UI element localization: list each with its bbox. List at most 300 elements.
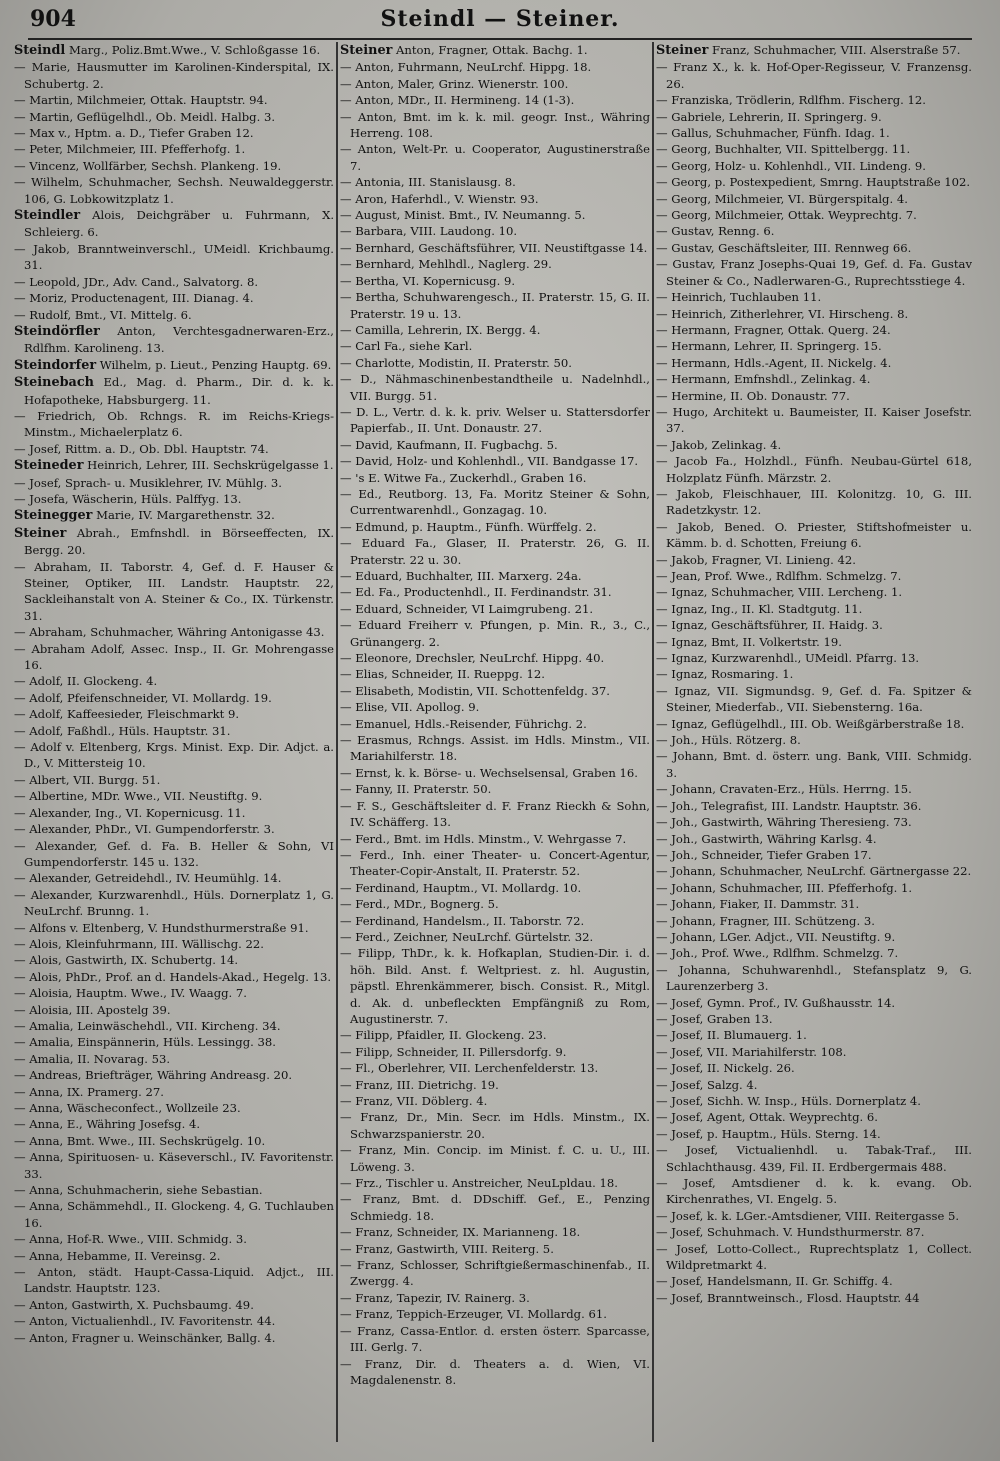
- directory-entry: [14, 788, 334, 804]
- directory-entry: [656, 1044, 972, 1060]
- directory-entry: [14, 887, 334, 920]
- directory-entry: [340, 880, 650, 896]
- directory-entry: [656, 962, 972, 995]
- directory-entry: [340, 929, 650, 945]
- entry-text: — Ed. Fa., Productenhdl., II. Ferdinandstr. 31.: [340, 585, 612, 600]
- directory-entry: [14, 723, 334, 739]
- directory-entry: [656, 995, 972, 1011]
- directory-entry: [14, 1313, 334, 1329]
- directory-entry: [656, 191, 972, 207]
- entry-surname: Steiner: [656, 43, 709, 58]
- directory-entry: [656, 945, 972, 961]
- entry-text: Anton, Verchtesgadnerwaren-Erz., Rdlfhm. Karolineng. 13.: [24, 323, 334, 356]
- entry-text: — Eduard, Buchhalter, III. Marxerg. 24a.: [340, 569, 582, 583]
- directory-entry: [340, 798, 650, 831]
- directory-entry: [340, 174, 650, 190]
- entry-text: — Joh., Hüls. Rötzerg. 8.: [656, 733, 801, 748]
- entry-text: — Franziska, Trödlerin, Rdlfhm. Fischerg. 12.: [656, 93, 926, 108]
- entry-text: — Heinrich, Tuchlauben 11.: [656, 290, 822, 305]
- entry-text: — Georg, Buchhalter, VII. Spittelbergg. 11.: [656, 142, 911, 157]
- entry-text: — Peter, Milchmeier, III. Pfefferhofg. 1.: [14, 142, 246, 157]
- directory-entry: [14, 1264, 334, 1297]
- running-title: Steindl — Steiner.: [380, 6, 620, 32]
- entry-text: — Jacob Fa., Holzhdl., Fünfh. Neubau-Gürtel 618, Holzplatz Fünfh. Märzstr. 2.: [656, 454, 972, 485]
- entry-text: — Anna, E., Währing Josefsg. 4.: [14, 1117, 201, 1132]
- directory-entry: [656, 338, 972, 354]
- entry-text: — Ignaz, Rosmaring. 1.: [656, 667, 794, 682]
- directory-entry: [340, 1323, 650, 1356]
- directory-entry: [340, 1044, 650, 1060]
- directory-entry: [14, 920, 334, 936]
- entry-text: — Josef, Schuhmach. V. Hundsthurmerstr. 87.: [656, 1225, 925, 1240]
- entry-text: — Jakob, Branntweinverschl., UMeidl. Krichbaumg. 31.: [14, 241, 334, 273]
- directory-entry: [14, 1330, 334, 1346]
- directory-entry: [656, 552, 972, 568]
- directory-entry: [656, 1142, 972, 1175]
- directory-entry: [656, 1175, 972, 1208]
- entry-text: — D., Nähmaschinenbestandtheile u. Nadelnhdl., VII. Burgg. 51.: [340, 372, 650, 403]
- entry-text: — Johann, Cravaten-Erz., Hüls. Herrng. 15.: [656, 782, 912, 797]
- directory-entry: [14, 290, 334, 306]
- directory-entry: [14, 125, 334, 141]
- directory-entry: [656, 207, 972, 223]
- directory-entry: [340, 42, 650, 59]
- directory-entry: [14, 870, 334, 886]
- directory-entry: [340, 831, 650, 847]
- directory-entry: [656, 240, 972, 256]
- entry-text: — Josef, Salzg. 4.: [656, 1077, 758, 1092]
- entry-text: — Albert, VII. Burgg. 51.: [14, 772, 161, 787]
- directory-entry: [340, 584, 650, 600]
- entry-text: — Franz, VII. Döblerg. 4.: [340, 1094, 488, 1108]
- directory-entry: [340, 191, 650, 207]
- entry-text: — Ferd., Inh. einer Theater- u. Concert-Agentur, Theater-Copir-Anstalt, II. Praterstr. 52.: [340, 847, 650, 879]
- directory-entry: [656, 109, 972, 125]
- directory-entry: [656, 59, 972, 92]
- entry-text: — Alexander, PhDr., VI. Gumpendorferstr. 3.: [14, 822, 275, 837]
- header-rule: [28, 38, 972, 40]
- directory-entry: [656, 666, 972, 682]
- entry-text: — Hermann, Fragner, Ottak. Querg. 24.: [656, 322, 891, 337]
- directory-entry: [14, 491, 334, 507]
- entry-text: — Johann, Schuhmacher, NeuLrchf. Gärtnergasse 22.: [656, 864, 972, 879]
- directory-entry: [340, 273, 650, 289]
- directory-entry: [656, 158, 972, 174]
- entry-text: — Amalia, II. Novarag. 53.: [14, 1051, 171, 1066]
- directory-entry: [14, 1198, 334, 1231]
- entry-text: — Franz, Teppich-Erzeuger, VI. Mollardg. 61.: [340, 1307, 607, 1322]
- directory-entry: [656, 1273, 972, 1289]
- entry-text: — Ignaz, Geschäftsführer, II. Haidg. 3.: [656, 618, 883, 633]
- entry-text: — Filipp, Schneider, II. Pillersdorfg. 9.: [340, 1044, 567, 1059]
- entry-text: — Jakob, Fleischhauer, III. Kolonitzg. 10, G. III. Radetzkystr. 12.: [656, 486, 972, 518]
- directory-entry: [340, 437, 650, 453]
- directory-entry: [340, 223, 650, 239]
- entry-text: — Albertine, MDr. Wwe., VII. Neustiftg. 9.: [14, 789, 263, 804]
- directory-entry: [14, 1297, 334, 1313]
- entry-text: — Andreas, Briefträger, Währing Andreasg. 20.: [14, 1068, 292, 1083]
- entry-text: — Ignaz, VII. Sigmundsg. 9, Gef. d. Fa. Spitzer & Steiner, Miederfab., VII. Siebensterng. 16a.: [656, 683, 972, 715]
- directory-entry: [656, 1126, 972, 1142]
- entry-surname: Steineder: [14, 458, 84, 474]
- entry-text: — Aloisia, Hauptm. Wwe., IV. Waagg. 7.: [14, 986, 247, 1001]
- entry-text: — Gustav, Renng. 6.: [656, 224, 775, 239]
- entry-text: — Josef, Victualienhdl. u. Tabak-Traf., III. Schlachthausg. 439, Fil. II. Erdbergermais 488.: [656, 1143, 972, 1174]
- directory-entry: [656, 1241, 972, 1274]
- column-3: [656, 42, 972, 1447]
- entry-text: — Georg, Milchmeier, VI. Bürgerspitalg. 4.: [656, 191, 908, 206]
- directory-entry: [656, 1027, 972, 1043]
- directory-entry: [656, 798, 972, 814]
- entry-text: — Anna, Spirituosen- u. Käseverschl., IV. Favoritenstr. 33.: [14, 1150, 334, 1181]
- entry-text: — Johanna, Schuhwarenhdl., Stefansplatz 9, G. Laurenzerberg 3.: [656, 962, 972, 994]
- entry-text: — Eduard Freiherr v. Pfungen, p. Min. R., 3., C., Grünangerg. 2.: [340, 618, 650, 649]
- entry-text: — Alexander, Getreidehdl., IV. Heumühlg. 14.: [14, 871, 282, 886]
- directory-entry: [656, 863, 972, 879]
- directory-entry: [14, 475, 334, 491]
- directory-entry: [340, 453, 650, 469]
- entry-text: — Camilla, Lehrerin, IX. Bergg. 4.: [340, 322, 541, 337]
- entry-text: Wilhelm, p. Lieut., Penzing Hauptg. 69.: [99, 357, 332, 372]
- directory-entry: [14, 1002, 334, 1018]
- entry-text: — Friedrich, Ob. Rchngs. R. im Reichs-Kriegs-Minstm., Michaelerplatz 6.: [14, 408, 334, 440]
- directory-entry: [14, 952, 334, 968]
- entry-surname: Steindorfer: [14, 357, 97, 373]
- directory-entry: [14, 1034, 334, 1050]
- entry-text: — Anna, Wäscheconfect., Wollzeile 23.: [14, 1101, 241, 1115]
- directory-entry: [656, 223, 972, 239]
- entry-text: — Elise, VII. Apollog. 9.: [340, 700, 480, 715]
- entry-surname: Steindler: [14, 208, 81, 224]
- entry-text: — Anton, Fragner u. Weinschänker, Ballg. 4.: [14, 1330, 276, 1345]
- directory-entry: [14, 408, 334, 441]
- entry-surname: Steinegger: [14, 508, 93, 524]
- directory-entry: [14, 207, 334, 241]
- entry-text: — Alois, Kleinfuhrmann, III. Wällischg. 22.: [14, 936, 264, 951]
- directory-entry: [14, 374, 334, 408]
- entry-text: — Ignaz, Schuhmacher, VIII. Lercheng. 1.: [656, 585, 903, 600]
- directory-entry: [656, 1208, 972, 1224]
- entry-text: — Josef, II. Nickelg. 26.: [656, 1061, 795, 1076]
- entry-text: — Anton, Fuhrmann, NeuLrchf. Hippg. 18.: [340, 60, 592, 75]
- directory-entry: [656, 92, 972, 108]
- directory-entry: [340, 289, 650, 322]
- entry-text: — Anton, Gastwirth, X. Puchsbaumg. 49.: [14, 1297, 254, 1312]
- entry-text: — Ferd., Bmt. im Hdls. Minstm., V. Wehrgasse 7.: [340, 831, 627, 846]
- entry-text: — Anton, Bmt. im k. k. mil. geogr. Inst., Währing Herreng. 108.: [340, 109, 650, 141]
- entry-text: — Marie, Hausmutter im Karolinen-Kinderspital, IX. Schubertg. 2.: [14, 60, 334, 91]
- directory-entry: [340, 109, 650, 142]
- directory-entry: [14, 307, 334, 323]
- entry-text: — Joh., Gastwirth, Währing Theresieng. 73.: [656, 815, 912, 830]
- entry-text: — Franz, Schlosser, Schriftgießermaschinenfab., II. Zwergg. 4.: [340, 1258, 650, 1289]
- directory-entry: [340, 765, 650, 781]
- entry-text: — Frz., Tischler u. Anstreicher, NeuLpldau. 18.: [340, 1176, 618, 1191]
- column-divider: [336, 42, 338, 1442]
- directory-entry: [656, 880, 972, 896]
- directory-entry: [14, 1116, 334, 1132]
- entry-text: — Aloisia, III. Apostelg 39.: [14, 1002, 171, 1017]
- entry-text: — Barbara, VIII. Laudong. 10.: [340, 224, 518, 239]
- entry-text: — Vincenz, Wollfärber, Sechsh. Plankeng. 19.: [14, 158, 282, 173]
- entry-text: — Erasmus, Rchngs. Assist. im Hdls. Minstm., VII. Mariahilferstr. 18.: [340, 733, 650, 764]
- entry-text: — Joh., Prof. Wwe., Rdlfhm. Schmelzg. 7.: [656, 946, 899, 961]
- directory-entry: [14, 624, 334, 640]
- entry-text: — Ignaz, Kurzwarenhdl., UMeidl. Pfarrg. 13.: [656, 651, 920, 666]
- entry-text: — Josef, k. k. LGer.-Amtsdiener, VIII. Reitergasse 5.: [656, 1208, 960, 1223]
- entry-text: — Josef, Handelsmann, II. Gr. Schiffg. 4.: [656, 1274, 893, 1289]
- entry-text: — Ferd., MDr., Bognerg. 5.: [340, 897, 499, 912]
- directory-entry: [14, 323, 334, 357]
- entry-text: — Abraham, II. Taborstr. 4, Gef. d. F. Hauser & Steiner, Optiker, III. Landstr. Hauptstr. 22, Sackleihanstalt von A. Steiner & Co., IX. Türkenstr. 31.: [14, 559, 334, 623]
- entry-surname: Steiner: [340, 43, 393, 58]
- directory-entry: [656, 683, 972, 716]
- directory-entry: [340, 486, 650, 519]
- directory-entry: [656, 322, 972, 338]
- entry-text: — Adolf, Pfeifenschneider, VI. Mollardg. 19.: [14, 690, 272, 705]
- directory-entry: [340, 1093, 650, 1109]
- entry-text: — Anna, Schuhmacherin, siehe Sebastian.: [14, 1183, 263, 1198]
- entry-text: — Filipp, ThDr., k. k. Hofkaplan, Studien-Dir. i. d. höh. Bild. Anst. f. Weltpriest. z. hl. Augustin, päpstl. Ehrenkämmerer, bisch. Consist. R., Mitgl. d. Ak. d. unbefleckten Empfängniß zu Rom, Augustinerstr. 7.: [340, 946, 650, 1026]
- entry-text: — Martin, Geflügelhdl., Ob. Meidl. Halbg. 3.: [14, 109, 276, 124]
- directory-entry: [340, 617, 650, 650]
- entry-text: — Elias, Schneider, II. Rueppg. 12.: [340, 667, 545, 682]
- directory-entry: [14, 936, 334, 952]
- entry-text: — Ignaz, Bmt, II. Volkertstr. 19.: [656, 634, 842, 649]
- entry-text: — Ernst, k. k. Börse- u. Wechselsensal, Graben 16.: [340, 765, 638, 780]
- entry-text: — Jakob, Fragner, VI. Linieng. 42.: [656, 552, 856, 567]
- entry-text: — Anna, Schämmehdl., II. Glockeng. 4, G. Tuchlauben 16.: [14, 1199, 334, 1230]
- entry-text: — Bertha, Schuhwarengesch., II. Praterstr. 15, G. II. Praterstr. 19 u. 13.: [340, 290, 650, 321]
- directory-entry: [656, 355, 972, 371]
- directory-entry: [340, 1257, 650, 1290]
- directory-entry: [656, 371, 972, 387]
- entry-text: — Hermine, II. Ob. Donaustr. 77.: [656, 388, 850, 403]
- directory-entry: [14, 241, 334, 274]
- directory-entry: [340, 338, 650, 354]
- entry-text: — Joh., Schneider, Tiefer Graben 17.: [656, 847, 872, 862]
- directory-entry: [14, 805, 334, 821]
- entry-text: — Johann, Fiaker, II. Dammstr. 31.: [656, 897, 860, 912]
- entry-text: — Adolf, Kaffeesieder, Fleischmarkt 9.: [14, 707, 240, 722]
- entry-text: — Josef, Agent, Ottak. Weyprechtg. 6.: [656, 1110, 878, 1125]
- entry-text: Alois, Deichgräber u. Fuhrmann, X. Schleierg. 6.: [24, 208, 334, 240]
- entry-text: — Gallus, Schuhmacher, Fünfh. Idag. 1.: [656, 126, 890, 141]
- entry-text: — Franz, Dir. d. Theaters a. d. Wien, VI. Magdalenenstr. 8.: [340, 1356, 650, 1387]
- entry-text: — Franz, Gastwirth, VIII. Reiterg. 5.: [340, 1241, 554, 1256]
- entry-text: — Eduard Fa., Glaser, II. Praterstr. 26, G. II. Praterstr. 22 u. 30.: [340, 536, 650, 567]
- entry-text: — Johann, LGer. Adjct., VII. Neustiftg. 9.: [656, 929, 896, 944]
- page-number: 904: [30, 6, 76, 32]
- entry-surname: Steindörfler: [14, 323, 100, 339]
- directory-entry: [340, 847, 650, 880]
- entry-text: — Filipp, Pfaidler, II. Glockeng. 23.: [340, 1028, 547, 1043]
- entry-text: — Johann, Bmt. d. österr. ung. Bank, VIII. Schmidg. 3.: [656, 749, 972, 780]
- entry-text: — Franz, Min. Concip. im Minist. f. C. u. U., III. Löweng. 3.: [340, 1143, 650, 1174]
- entry-text: Heinrich, Lehrer, III. Sechskrügelgasse 1.: [87, 458, 334, 473]
- entry-text: — Josef, Rittm. a. D., Ob. Dbl. Hauptstr. 74.: [14, 441, 269, 456]
- entry-text: — Bernhard, Mehlhdl., Naglerg. 29.: [340, 257, 552, 272]
- entry-text: — Josef, Sprach- u. Musiklehrer, IV. Mühlg. 3.: [14, 475, 282, 490]
- directory-entry: [656, 831, 972, 847]
- entry-text: — Ignaz, Ing., II. Kl. Stadtgutg. 11.: [656, 601, 863, 616]
- directory-entry: [656, 289, 972, 305]
- directory-entry: [340, 240, 650, 256]
- entry-text: — Rudolf, Bmt., VI. Mittelg. 6.: [14, 307, 192, 322]
- entry-text: — Johann, Fragner, III. Schützeng. 3.: [656, 913, 875, 928]
- directory-entry: [656, 814, 972, 830]
- directory-entry: [340, 256, 650, 272]
- entry-text: — Edmund, p. Hauptm., Fünfh. Würffelg. 2.: [340, 519, 597, 534]
- column-2: [340, 42, 650, 1447]
- entry-text: — Leopold, JDr., Adv. Cand., Salvatorg. 8.: [14, 274, 259, 289]
- directory-entry: [656, 42, 972, 59]
- directory-entry: [340, 519, 650, 535]
- directory-entry: [340, 683, 650, 699]
- directory-entry: [340, 568, 650, 584]
- directory-entry: [340, 76, 650, 92]
- entry-text: — Anton, Victualienhdl., IV. Favoritenstr. 44.: [14, 1314, 276, 1329]
- entry-text: — Adolf, Faßhdl., Hüls. Hauptstr. 31.: [14, 723, 231, 738]
- directory-entry: [14, 706, 334, 722]
- directory-entry: [340, 535, 650, 568]
- entry-text: — Gabriele, Lehrerin, II. Springerg. 9.: [656, 109, 882, 124]
- directory-entry: [340, 650, 650, 666]
- entry-text: — Anton, MDr., II. Hermineng. 14 (1-3).: [340, 93, 575, 108]
- directory-entry: [656, 388, 972, 404]
- column-divider: [652, 42, 654, 1442]
- entry-text: — Hugo, Architekt u. Baumeister, II. Kaiser Josefstr. 37.: [656, 404, 972, 436]
- entry-text: — Charlotte, Modistin, II. Praterstr. 50.: [340, 355, 572, 370]
- directory-entry: [14, 1149, 334, 1182]
- directory-entry: [14, 109, 334, 125]
- directory-entry: [656, 929, 972, 945]
- directory-entry: [340, 1077, 650, 1093]
- entry-text: — Jakob, Zelinkag. 4.: [656, 437, 782, 452]
- directory-entry: [14, 690, 334, 706]
- entry-text: — Anton, Welt-Pr. u. Cooperator, Augustinerstraße 7.: [340, 142, 650, 173]
- directory-entry: [656, 1077, 972, 1093]
- entry-text: — Ignaz, Geflügelhdl., III. Ob. Weißgärberstraße 18.: [656, 716, 965, 731]
- directory-entry: [656, 584, 972, 600]
- entry-text: — Carl Fa., siehe Karl.: [340, 339, 473, 354]
- entry-text: — Bernhard, Geschäftsführer, VII. Neustiftgasse 14.: [340, 240, 648, 255]
- directory-entry: [14, 441, 334, 457]
- directory-entry: [14, 507, 334, 524]
- directory-entry: [656, 748, 972, 781]
- directory-entry: [14, 158, 334, 174]
- directory-entry: [14, 59, 334, 92]
- entry-text: — Anna, Hebamme, II. Vereinsg. 2.: [14, 1248, 221, 1263]
- entry-text: — Josef, Gymn. Prof., IV. Gußhausstr. 14.: [656, 995, 896, 1010]
- entry-text: — Bertha, VI. Kopernicusg. 9.: [340, 273, 516, 288]
- entry-text: — Amalia, Leinwäschehdl., VII. Kircheng. 34.: [14, 1018, 281, 1033]
- entry-text: — Hermann, Emfnshdl., Zelinkag. 4.: [656, 372, 871, 387]
- entry-text: — Moriz, Productenagent, III. Dianag. 4.: [14, 291, 254, 306]
- entry-text: Marie, IV. Margarethenstr. 32.: [96, 508, 275, 523]
- directory-entry: [340, 1175, 650, 1191]
- directory-entry: [14, 838, 334, 871]
- directory-entry: [14, 357, 334, 374]
- entry-surname: Steiner: [14, 525, 67, 541]
- directory-entry: [340, 781, 650, 797]
- directory-entry: [340, 666, 650, 682]
- directory-entry: [14, 1018, 334, 1034]
- directory-entry: [656, 256, 972, 289]
- directory-entry: [656, 174, 972, 190]
- directory-entry: [340, 1191, 650, 1224]
- entry-text: — Josef, Sichh. W. Insp., Hüls. Dornerplatz 4.: [656, 1094, 921, 1108]
- directory-entry: [14, 1084, 334, 1100]
- directory-entry: [14, 559, 334, 625]
- directory-entry: [14, 174, 334, 207]
- directory-entry: [340, 470, 650, 486]
- entry-text: — Franz, III. Dietrichg. 19.: [340, 1077, 499, 1092]
- entry-text: — Joh., Gastwirth, Währing Karlsg. 4.: [656, 831, 877, 846]
- entry-text: — Wilhelm, Schuhmacher, Sechsh. Neuwaldeggerstr. 106, G. Lobkowitzplatz 1.: [14, 175, 334, 206]
- directory-entry: [656, 634, 972, 650]
- entry-text: — Alexander, Gef. d. Fa. B. Heller & Sohn, VI Gumpendorferstr. 145 u. 132.: [14, 838, 334, 869]
- entry-text: — Georg, Holz- u. Kohlenhdl., VII. Lindeng. 9.: [656, 158, 926, 173]
- entry-text: — David, Holz- und Kohlenhdl., VII. Bandgasse 17.: [340, 454, 639, 469]
- entry-text: — Georg, p. Postexpedient, Smrng. Hauptstraße 102.: [656, 175, 971, 190]
- entry-text: — August, Minist. Bmt., IV. Neumanng. 5.: [340, 208, 586, 223]
- entry-text: — Josef, II. Blumauerg. 1.: [656, 1028, 807, 1043]
- entry-text: — Anton, Maler, Grinz. Wienerstr. 100.: [340, 76, 569, 91]
- directory-entry: [14, 673, 334, 689]
- directory-entry: [340, 1241, 650, 1257]
- entry-surname: Steinebach: [14, 375, 94, 391]
- directory-entry: [656, 437, 972, 453]
- entry-text: — Georg, Milchmeier, Ottak. Weyprechtg. 7.: [656, 208, 917, 223]
- directory-entry: [340, 1306, 650, 1322]
- directory-entry: [340, 1027, 650, 1043]
- directory-entry: [14, 739, 334, 772]
- directory-entry: [656, 141, 972, 157]
- entry-text: — Eleonore, Drechsler, NeuLrchf. Hippg. 40.: [340, 651, 605, 666]
- entry-text: — Eduard, Schneider, VI Laimgrubeng. 21.: [340, 601, 594, 616]
- directory-entry: [340, 355, 650, 371]
- directory-entry: [340, 322, 650, 338]
- entry-text: — Alois, Gastwirth, IX. Schubertg. 14.: [14, 953, 239, 968]
- directory-entry: [14, 641, 334, 674]
- directory-entry: [14, 772, 334, 788]
- entry-text: — Ferdinand, Hauptm., VI. Mollardg. 10.: [340, 880, 582, 895]
- entry-text: — Heinrich, Zitherlehrer, VI. Hirscheng. 8.: [656, 306, 909, 321]
- directory-entry: [340, 1109, 650, 1142]
- directory-entry: [340, 896, 650, 912]
- directory-entry: [14, 1051, 334, 1067]
- entry-text: — Ed., Reutborg. 13, Fa. Moritz Steiner & Sohn, Currentwarenhdl., Gonzagag. 10.: [340, 486, 650, 518]
- directory-entry: [340, 1356, 650, 1389]
- column-1: [14, 42, 334, 1447]
- entry-text: — Gustav, Franz Josephs-Quai 19, Gef. d. Fa. Gustav Steiner & Co., Nadlerwaren-G., Ruprechtsstiege 4.: [656, 257, 972, 288]
- directory-entry: [340, 1142, 650, 1175]
- entry-text: Marg., Poliz.Bmt.Wwe., V. Schloßgasse 16.: [68, 43, 321, 57]
- directory-entry: [340, 945, 650, 1027]
- entry-text: — David, Kaufmann, II. Fugbachg. 5.: [340, 437, 558, 452]
- entry-text: — Abraham, Schuhmacher, Währing Antonigasse 43.: [14, 625, 325, 640]
- directory-entry: [340, 913, 650, 929]
- directory-entry: [656, 568, 972, 584]
- directory-entry: [14, 969, 334, 985]
- directory-entry: [340, 1060, 650, 1076]
- directory-entry: [656, 601, 972, 617]
- entry-text: — Alois, PhDr., Prof. an d. Handels-Akad., Hegelg. 13.: [14, 969, 332, 984]
- directory-entry: [14, 457, 334, 474]
- directory-entry: [14, 1248, 334, 1264]
- entry-text: — Emanuel, Hdls.-Reisender, Führichg. 2.: [340, 716, 587, 731]
